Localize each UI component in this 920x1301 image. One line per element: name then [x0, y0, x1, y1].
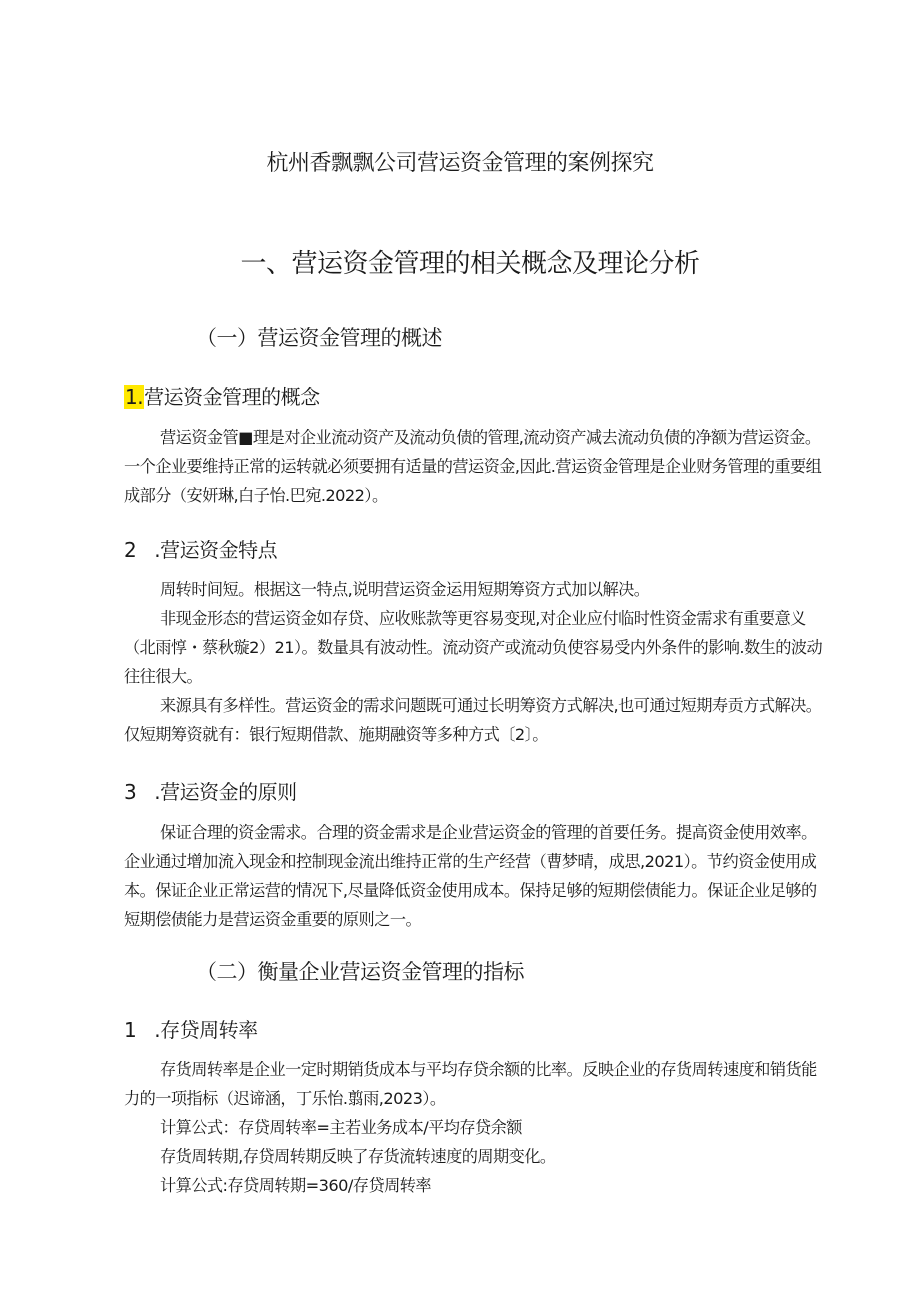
paragraph: 计算公式:存贷周转期=360/存贷周转率	[160, 1176, 431, 1195]
paragraph: 来源具有多样性。营运资金的需求问题既可通过长明筹资方式解决,也可通过短期寿贡方式解决。仅短期筹资就有：银行短期借款、施期融资等多种方式〔2〕。	[124, 696, 822, 744]
subsection-heading-1-1	[124, 381, 320, 410]
subsection-heading-2-1	[124, 1014, 258, 1043]
subsection-title: .营运资金特点	[154, 538, 278, 562]
section-heading-2: （二）衡量企业营运资金管理的指标	[196, 960, 524, 984]
chapter-heading: 一、营运资金管理的相关概念及理论分析	[240, 249, 700, 279]
paragraph: 存货周转期,存贷周转期反映了存货流转速度的周期变化。	[160, 1147, 556, 1166]
subsection-heading-1-2	[124, 534, 277, 563]
paragraph: 保证合理的资金需求。合理的资金需求是企业营运资金的管理的首要任务。提高资金使用效率。企业通过增加流入现金和控制现金流出维持正常的生产经营（曹梦晴，成思,2021）。节约资金使用成本。保证企业正常运营的情况下,尽量降低资金使用成本。保持足够的短期偿债能力。保证企业足够的短期偿债能力是营运资金重要的原则之一。	[124, 823, 817, 929]
subsection-title: 营运资金管理的概念	[144, 385, 320, 409]
subsection-title: .营运资金的原则	[154, 780, 297, 804]
subsection-number: 2	[124, 538, 137, 562]
paragraph: 非现金形态的营运资金如存贷、应收账款等更容易变现,对企业应付临时性资金需求有重要意义（北雨惇・蔡秋璇2）21）。数量具有波动性。流动资产或流动负使容易受内外条件的影响.数生的波动往往很大。	[124, 609, 823, 686]
highlighted-number: 1.	[125, 385, 144, 409]
subsection-title: .存贷周转率	[154, 1018, 258, 1042]
paragraph: 存货周转率是企业一定时期销货成本与平均存贷余额的比率。反映企业的存货周转速度和销货能力的一项指标（迟谛涵，丁乐怡.翦雨,2023）。	[124, 1060, 817, 1108]
paragraph: 计算公式：存贷周转率=主若业务成本/平均存贷余额	[160, 1118, 522, 1137]
paragraph: 营运资金管■理是对企业流动资产及流动负债的管理,流动资产减去流动负债的净额为营运资金。一个企业要维持正常的运转就必须要拥有适量的营运资金,因此.营运资金管理是企业财务管理的重要组成部分（安妍琳,白子怡.巴宛.2022）。	[124, 428, 822, 505]
paragraph: 周转时间短。根据这一特点,说明营运资金运用短期筹资方式加以解决。	[160, 580, 650, 599]
subsection-number: 1	[124, 1018, 137, 1042]
section-heading-1: （一）营运资金管理的概述	[196, 326, 442, 350]
subsection-heading-1-3	[124, 776, 297, 805]
subsection-number: 3	[124, 780, 137, 804]
document-title: 杭州香飘飘公司营运资金管理的案例探究	[266, 151, 654, 176]
